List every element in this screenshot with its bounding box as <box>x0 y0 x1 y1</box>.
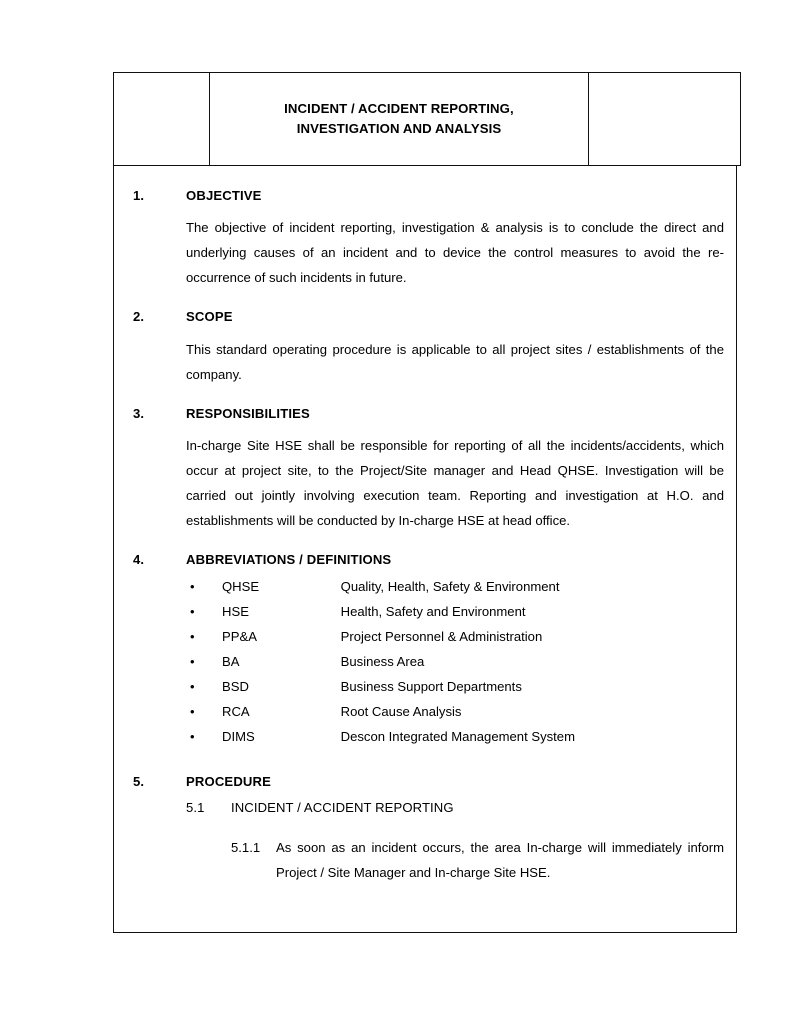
list-item <box>186 730 724 755</box>
header-logo-cell <box>114 73 210 166</box>
header-title-cell <box>210 73 589 166</box>
section-objective-body: The objective of incident reporting, investigation & analysis is to conclude the direct and underlying causes of an incident and to device the control measures to avoid the re-occurrence of such incidents in future. <box>186 220 724 286</box>
subsection-5-1-1-number: 5.1.1 <box>231 839 261 855</box>
section-responsibilities-title: RESPONSIBILITIES <box>186 405 310 421</box>
abbreviation-definition: Quality, Health, Safety & Environment <box>340 578 560 594</box>
section-abbreviations <box>132 553 724 754</box>
abbreviation-definition: Business Support Departments <box>340 678 522 694</box>
header-row <box>114 73 741 166</box>
subsection-5-1-number: 5.1 <box>186 799 205 815</box>
abbreviation-definition: Business Area <box>340 653 425 669</box>
document-body-box <box>113 166 737 933</box>
abbreviation-term: HSE <box>222 603 249 619</box>
section-objective-heading <box>132 189 724 202</box>
spacer <box>132 387 724 407</box>
section-abbreviations-number: 4. <box>133 552 145 568</box>
section-scope-heading <box>132 310 724 323</box>
section-responsibilities-heading <box>132 407 724 420</box>
section-procedure <box>132 775 724 885</box>
list-item <box>186 630 724 655</box>
document-body-content <box>132 189 724 885</box>
section-procedure-heading <box>132 775 724 788</box>
list-item <box>186 705 724 730</box>
list-item <box>186 605 724 630</box>
bullet-icon: • <box>190 728 195 744</box>
abbreviation-term: QHSE <box>222 578 260 594</box>
spacer <box>132 290 724 310</box>
section-objective-title: OBJECTIVE <box>186 188 262 203</box>
abbreviation-definition: Root Cause Analysis <box>340 703 462 719</box>
subsection-5-1-title: INCIDENT / ACCIDENT REPORTING <box>231 799 454 815</box>
list-item <box>186 580 724 605</box>
spacer <box>132 533 724 553</box>
section-objective <box>132 189 724 290</box>
section-abbreviations-title: ABBREVIATIONS / DEFINITIONS <box>186 552 392 568</box>
section-scope <box>132 310 724 386</box>
section-scope-title: SCOPE <box>186 309 233 325</box>
abbreviation-term: BA <box>222 653 240 669</box>
header-meta-cell <box>589 73 741 166</box>
section-responsibilities-number: 3. <box>133 405 145 421</box>
bullet-icon: • <box>190 578 195 594</box>
bullet-icon: • <box>190 703 195 719</box>
section-scope-body: This standard operating procedure is applicable to all project sites / establishments of the company. <box>186 341 724 382</box>
section-responsibilities <box>132 407 724 534</box>
document-title-line-1: INCIDENT / ACCIDENT REPORTING, <box>284 101 514 117</box>
abbreviation-definition: Descon Integrated Management System <box>340 728 575 744</box>
section-objective-number: 1. <box>133 188 145 203</box>
document-header-table <box>113 72 741 166</box>
abbreviation-term: PP&A <box>222 628 257 644</box>
list-item <box>186 680 724 705</box>
abbreviation-term: RCA <box>222 703 250 719</box>
bullet-icon: • <box>190 603 195 619</box>
spacer <box>132 755 724 775</box>
abbreviations-list <box>132 580 724 755</box>
abbreviation-definition: Health, Safety and Environment <box>340 603 526 619</box>
abbreviation-term: DIMS <box>222 728 255 744</box>
subsection-5-1-1 <box>132 835 724 885</box>
abbreviation-term: BSD <box>222 678 249 694</box>
bullet-icon: • <box>190 628 195 644</box>
abbreviation-definition: Project Personnel & Administration <box>340 628 543 644</box>
document-title <box>210 99 588 138</box>
section-abbreviations-heading <box>132 553 724 566</box>
subsection-5-1-1-text: As soon as an incident occurs, the area In-charge will immediately inform Project / Site Manager and In-charge Site HSE. <box>276 839 724 880</box>
subsection-5-1 <box>132 801 724 814</box>
bullet-icon: • <box>190 678 195 694</box>
section-procedure-number: 5. <box>133 773 145 789</box>
bullet-icon: • <box>190 653 195 669</box>
section-scope-number: 2. <box>133 309 145 325</box>
section-responsibilities-body: In-charge Site HSE shall be responsible for reporting of all the incidents/accidents, which occur at project site, to the Project/Site manager and Head QHSE. Investigation will be carried out jointly involving execution team. Reporting and investigation at H.O. and establishments will be conducted by In-charge HSE at head office. <box>186 437 724 529</box>
list-item <box>186 655 724 680</box>
document-title-line-2: INVESTIGATION AND ANALYSIS <box>296 121 502 136</box>
section-procedure-title: PROCEDURE <box>186 773 272 789</box>
